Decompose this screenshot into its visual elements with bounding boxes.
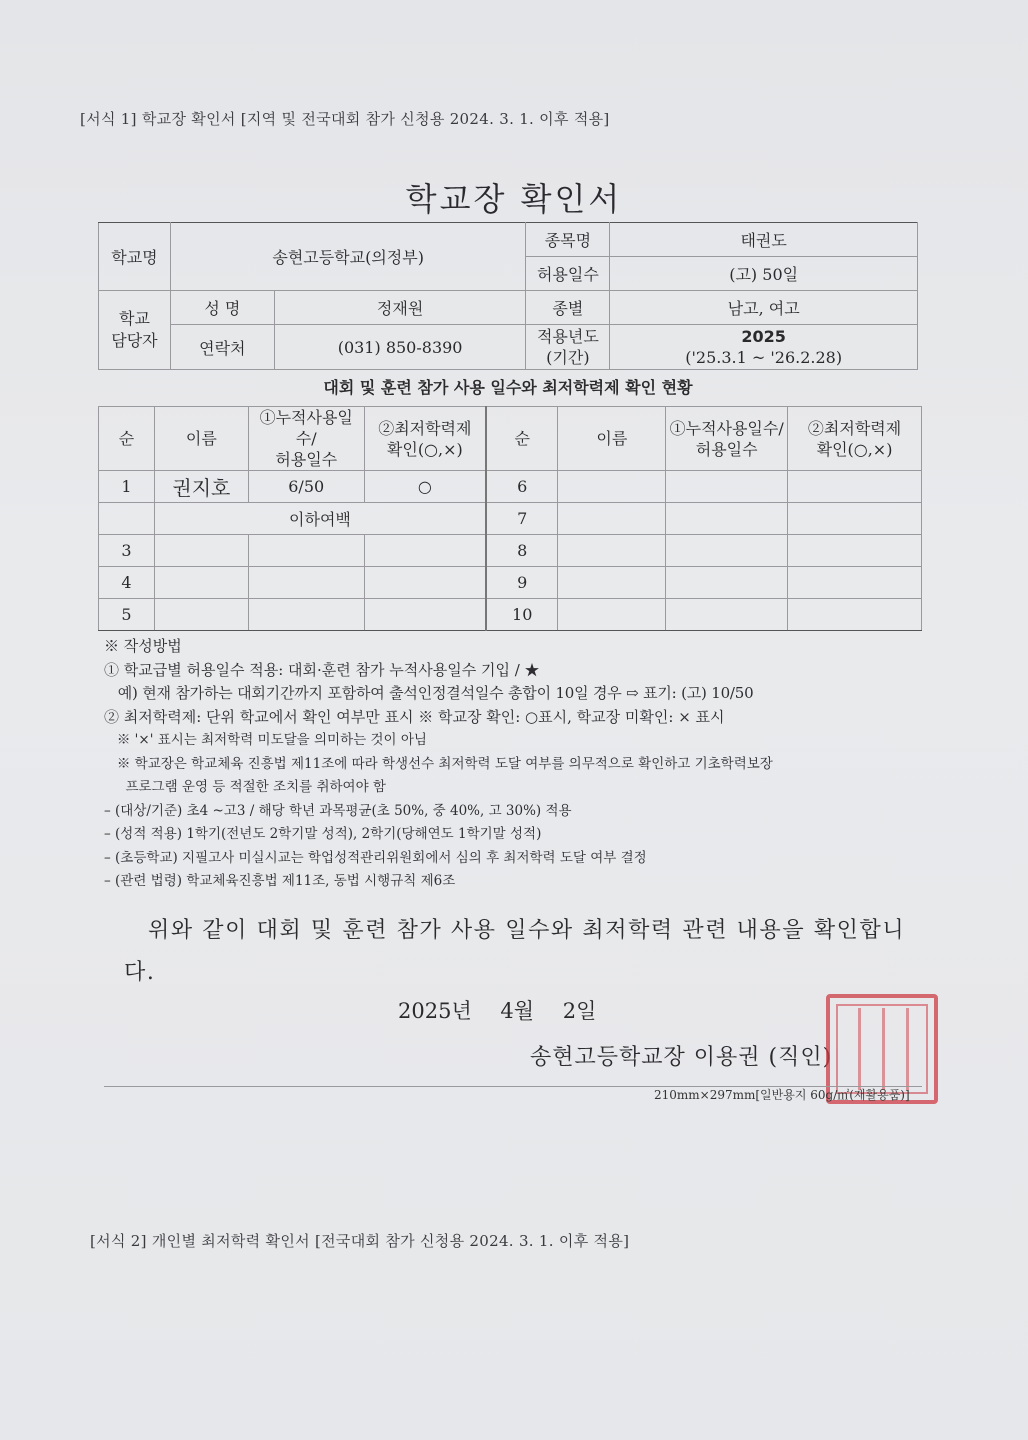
row-check: ○ [364, 471, 486, 503]
row-name: 권지호 [154, 471, 248, 503]
year-label: 적용년도 (기간) [526, 325, 610, 370]
contact-value: (031) 850-8390 [274, 325, 526, 370]
col-days-left: ①누적사용일수/ 허용일수 [248, 407, 364, 471]
row-no: 1 [99, 471, 155, 503]
row-no-right: 9 [486, 567, 558, 599]
row-no: 4 [99, 567, 155, 599]
note-line: 프로그램 운영 등 적절한 조치를 취하여야 함 [104, 779, 386, 795]
gender-value: 남고, 여고 [610, 291, 918, 325]
col-days-right: ①누적사용일수/ 허용일수 [666, 407, 788, 471]
row-no-right: 10 [486, 599, 558, 631]
row-no-right: 8 [486, 535, 558, 567]
form-header: [서식 1] 학교장 확인서 [지역 및 전국대회 참가 신청용 2024. 3. 1. 이후 적용] [80, 110, 610, 128]
gender-label: 종별 [526, 291, 610, 325]
col-check-right: ②최저학력제 확인(○,×) [788, 407, 922, 471]
year-cell [610, 325, 918, 370]
form-header-2: [서식 2] 개인별 최저학력 확인서 [전국대회 참가 신청용 2024. 3. 1. 이후 적용] [90, 1232, 630, 1250]
confirmation-text: 위와 같이 대회 및 훈련 참가 사용 일수와 최저학력 관련 내용을 확인합니다. [124, 918, 906, 985]
note-line: – (관련 법령) 학교체육진흥법 제11조, 동법 시행규칙 제6조 [104, 873, 456, 889]
row-no: 3 [99, 535, 155, 567]
row-days: 6/50 [248, 471, 364, 503]
page-title: 학교장 확인서 [405, 180, 623, 218]
note-line: ② 최저학력제: 단위 학교에서 확인 여부만 표시 ※ 학교장 확인: ○표시, 학교장 미확인: × 표시 [104, 707, 725, 726]
contact-label: 연락처 [170, 325, 274, 370]
name-value: 정재원 [274, 291, 526, 325]
note-line: 예) 현재 참가하는 대회기간까지 포함하여 출석인정결석일수 총합이 10일 경우 ⇨ 표기: (고) 10/50 [104, 684, 754, 702]
note-line: ※ 학교장은 학교체육 진흥법 제11조에 따라 학생선수 최저학력 도달 여부를 의무적으로 확인하고 기초학력보장 [104, 755, 773, 772]
paper-spec: 210mm×297mm[일반용지 60g/㎡(재활용품)] [654, 1088, 910, 1102]
col-check-left: ②최저학력제 확인(○,×) [364, 407, 486, 471]
staff-label: 학교 담당자 [99, 291, 171, 370]
note-line: – (성적 적용) 1학기(전년도 2학기말 성적), 2학기(당해연도 1학기말 성적) [104, 826, 542, 842]
row-no-right: 6 [486, 471, 558, 503]
days-label: 허용일수 [526, 257, 610, 291]
school-label: 학교명 [99, 223, 171, 291]
blank-note: 이하여백 [154, 503, 486, 535]
col-name-right: 이름 [558, 407, 666, 471]
row-no: 5 [99, 599, 155, 631]
note-line: ① 학교급별 허용일수 적용: 대회·훈련 참가 누적사용일수 기입 / ★ [104, 660, 540, 679]
school-info-table [98, 222, 918, 370]
note-line: – (초등학교) 지필고사 미실시교는 학업성적관리위원회에서 심의 후 최저학력 도달 여부 결정 [104, 849, 647, 866]
col-no-right: 순 [486, 407, 558, 471]
note-line: ※ 작성방법 [104, 637, 182, 655]
col-name-left: 이름 [154, 407, 248, 471]
year-value: 2025 [741, 327, 786, 346]
issue-date: 2025년 4월 2일 [398, 999, 597, 1023]
school-value: 송현고등학교(의정부) [170, 223, 526, 291]
days-value: (고) 50일 [610, 257, 918, 291]
note-line: – (대상/기준) 초4 ~고3 / 해당 학년 과목평균(초 50%, 중 40%, 고 30%) 적용 [104, 802, 572, 819]
col-no-left: 순 [99, 407, 155, 471]
note-line: ※ '×' 표시는 최저학력 미도달을 의미하는 것이 아님 [104, 732, 427, 748]
period-value: ('25.3.1 ~ '26.2.28) [685, 348, 843, 367]
row-no-right: 7 [486, 503, 558, 535]
sport-value: 태권도 [610, 223, 918, 257]
name-label: 성 명 [170, 291, 274, 325]
principal-signature: 송현고등학교장 이용권 (직인) [530, 1045, 833, 1070]
section-subtitle: 대회 및 훈련 참가 사용 일수와 최저학력제 확인 현황 [98, 370, 918, 407]
sport-label: 종목명 [526, 223, 610, 257]
participation-table [98, 406, 922, 631]
instructions [104, 635, 944, 894]
